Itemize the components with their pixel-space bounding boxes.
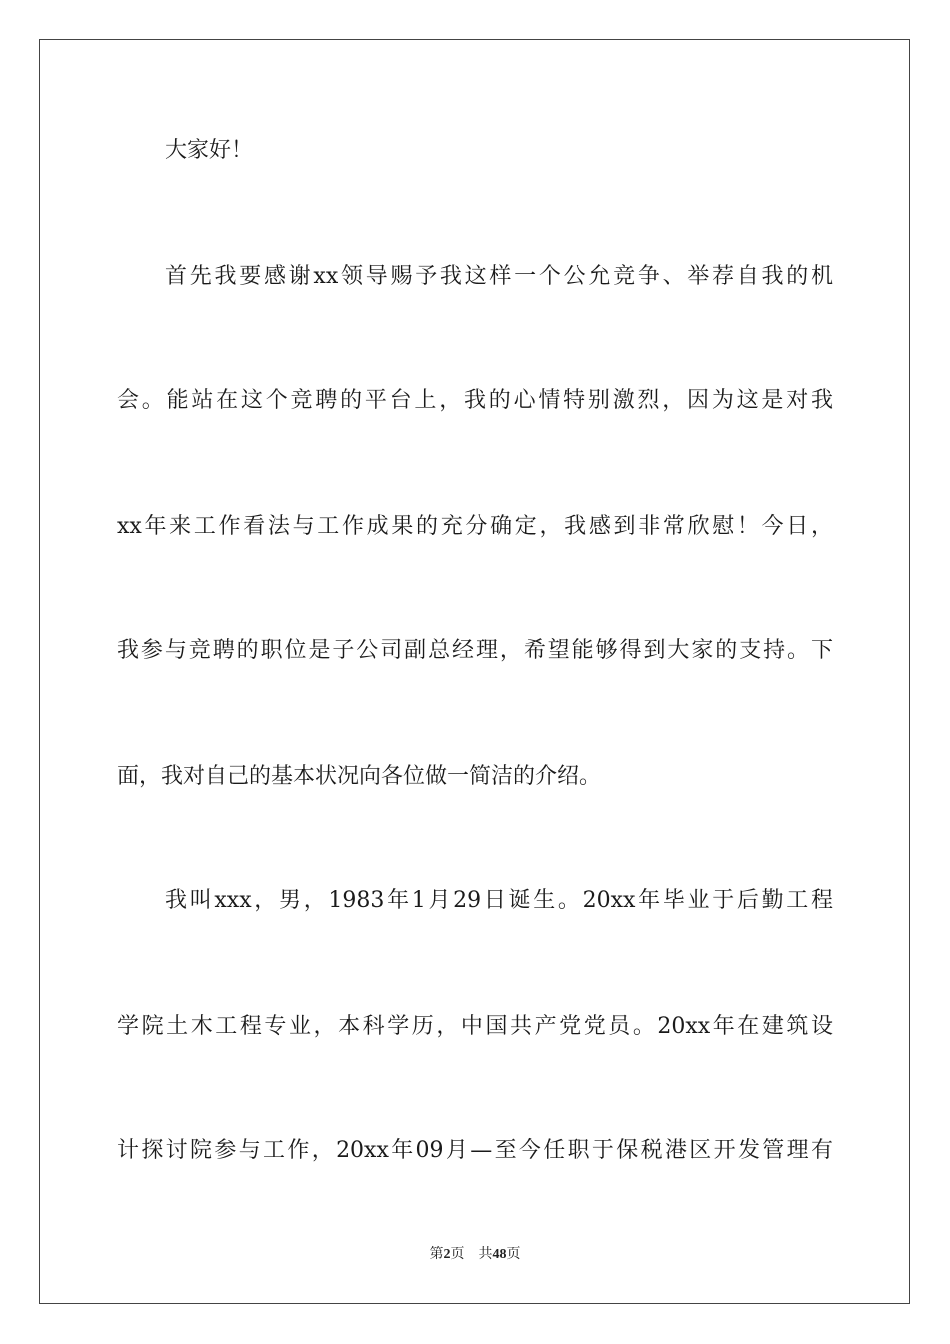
current-page-number: 2	[443, 1247, 451, 1262]
page-number-suffix: 页	[450, 1247, 465, 1262]
paragraph-line: 面，我对自己的基本状况向各位做一简洁的介绍。	[117, 764, 602, 789]
page-border	[39, 39, 910, 1304]
paragraph-line: 首先我要感谢xx领导赐予我这样一个公允竞争、举荐自我的机	[165, 264, 833, 289]
total-pages-suffix: 页	[506, 1247, 521, 1262]
greeting-line: 大家好！	[165, 138, 254, 163]
paragraph-line: xx年来工作看法与工作成果的充分确定，我感到非常欣慰！今日，	[117, 514, 833, 539]
paragraph-line: 我参与竞聘的职位是子公司副总经理，希望能够得到大家的支持。下	[117, 638, 833, 663]
paragraph-line: 计探讨院参与工作，20xx年09月—至今任职于保税港区开发管理有	[117, 1138, 833, 1163]
paragraph-line: 我叫xxx，男，1983年1月29日诞生。20xx年毕业于后勤工程	[165, 888, 833, 913]
page-footer	[0, 1246, 950, 1264]
total-pages-number: 48	[492, 1247, 507, 1262]
paragraph-line: 学院土木工程专业，本科学历，中国共产党党员。20xx年在建筑设	[117, 1014, 833, 1039]
paragraph-line: 会。能站在这个竞聘的平台上，我的心情特别激烈，因为这是对我	[117, 388, 833, 413]
total-pages-prefix: 共	[478, 1247, 493, 1262]
page-number-prefix: 第	[429, 1247, 444, 1262]
